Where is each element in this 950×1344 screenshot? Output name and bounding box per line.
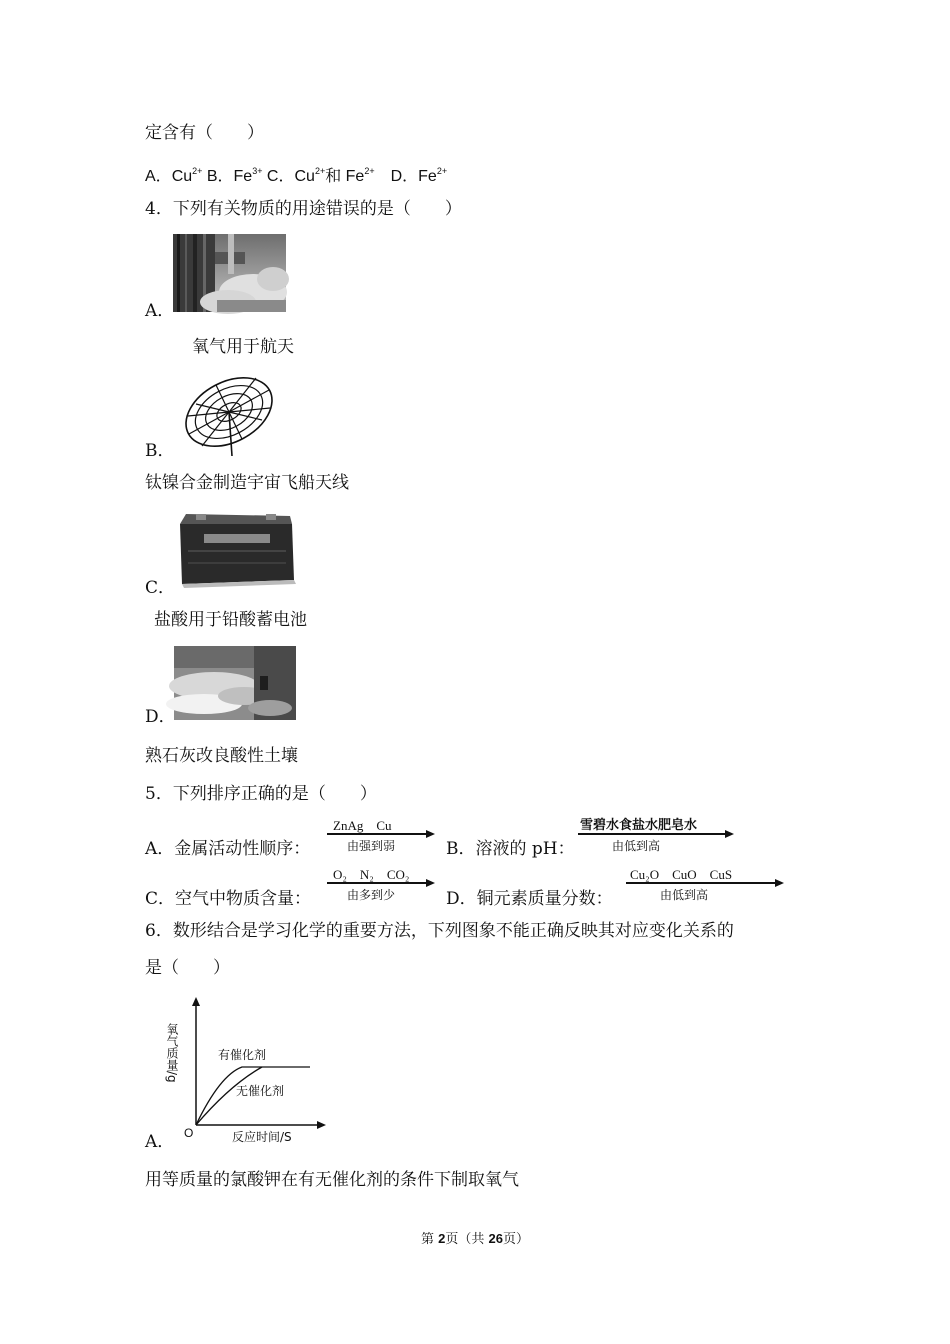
q5-option-d-label: D．铜元素质量分数： [446,889,613,909]
q3-option-c-charge2: 2+ [364,166,375,176]
q5-option-b-label: B．溶液的 pH： [446,839,575,859]
q5-option-c-label: C．空气中物质含量： [145,889,312,909]
q3-option-c-ion1: Cu [294,168,315,185]
graph-y-label: 氧气质量/g [165,1023,179,1083]
q4-option-a-caption: 氧气用于航天 [192,337,294,357]
q5-option-c-sequence: O₂ N₂ CO₂ [333,867,410,882]
q4-option-b-caption: 钛镍合金制造宇宙飞船天线 [145,473,349,493]
q6-stem-line2: 是（ ） [145,958,230,978]
q4-option-b-label: B． [145,441,175,461]
page-footer [0,1228,950,1247]
q5-option-d-direction: 由低到高 [660,888,709,902]
footer-post: 页） [502,1232,529,1247]
q3-option-c-ion2: Fe [345,168,365,185]
footer-page-number: 2 [438,1231,446,1246]
q3-tail: 定含有（ ） [145,123,264,143]
footer-total-pages: 26 [488,1231,503,1246]
q4-stem: 4．下列有关物质的用途错误的是（ ） [145,199,462,219]
q5-option-c-direction: 由多到少 [347,888,396,902]
q4-option-a-label: A． [145,301,175,321]
q5-option-a-direction: 由强到弱 [347,839,396,853]
rocket-launch-photo [173,234,286,312]
footer-mid: 页（共 [445,1232,489,1247]
q3-option-c-label: C． [262,168,295,185]
q5-option-b-direction: 由低到高 [612,839,661,853]
graph-x-label: 反应时间/S [232,1130,292,1144]
q4-option-c-label: C． [145,578,176,598]
q3-option-d-label: D． [374,168,419,185]
graph-y-arrow [192,997,200,1006]
graph-label-with-catalyst: 有催化剂 [218,1048,267,1062]
q3-option-a-charge: 2+ [192,166,203,176]
q3-option-d-charge: 2+ [436,166,448,176]
q3-option-c-and: 和 [325,168,346,185]
q5-option-d-sequence: Cu₂O CuO CuS [630,867,733,882]
oxygen-mass-time-graph [165,995,330,1147]
q5-stem: 5．下列排序正确的是（ ） [145,784,377,804]
q5-option-a-sequence: ZnAg Cu [333,818,392,833]
q5-option-a-arrow [327,815,439,855]
q3-option-c-charge1: 2+ [314,166,326,176]
q5-option-b-arrow [578,814,738,854]
footer-pre: 第 [421,1232,439,1247]
q4-option-d-caption: 熟石灰改良酸性土壤 [145,746,298,766]
q3-option-a-ion: Cu [171,168,193,185]
q5-option-a-label: A．金属活动性顺序： [145,839,311,859]
q3-option-b-label: B． [202,168,234,185]
graph-label-without-catalyst: 无催化剂 [236,1084,285,1098]
q5-option-b-sequence: 雪碧水食盐水肥皂水 [580,818,698,833]
lead-acid-battery-photo [174,512,298,588]
q3-option-d-ion: Fe [418,168,437,185]
q6-stem-line1: 6．数形结合是学习化学的重要方法，下列图象不能正确反映其对应变化关系的 [145,921,734,941]
q3-option-b-ion: Fe [233,168,253,185]
field-soil-photo [174,646,296,720]
q5-option-c-arrow [327,864,439,904]
graph-x-arrow [317,1121,326,1129]
q3-option-b-charge: 3+ [252,166,263,176]
q4-option-d-label: D． [145,707,176,727]
q4-option-c-caption: 盐酸用于铅酸蓄电池 [154,610,307,630]
graph-svg [165,995,330,1147]
q3-options [145,160,447,188]
satellite-dish-drawing [172,372,280,460]
q3-option-a-label: A． [145,168,172,185]
q6-option-a-label: A． [145,1132,175,1152]
graph-origin-label: O [184,1126,194,1140]
q5-option-d-arrow [626,864,788,904]
q6-option-a-caption: 用等质量的氯酸钾在有无催化剂的条件下制取氧气 [145,1170,519,1190]
